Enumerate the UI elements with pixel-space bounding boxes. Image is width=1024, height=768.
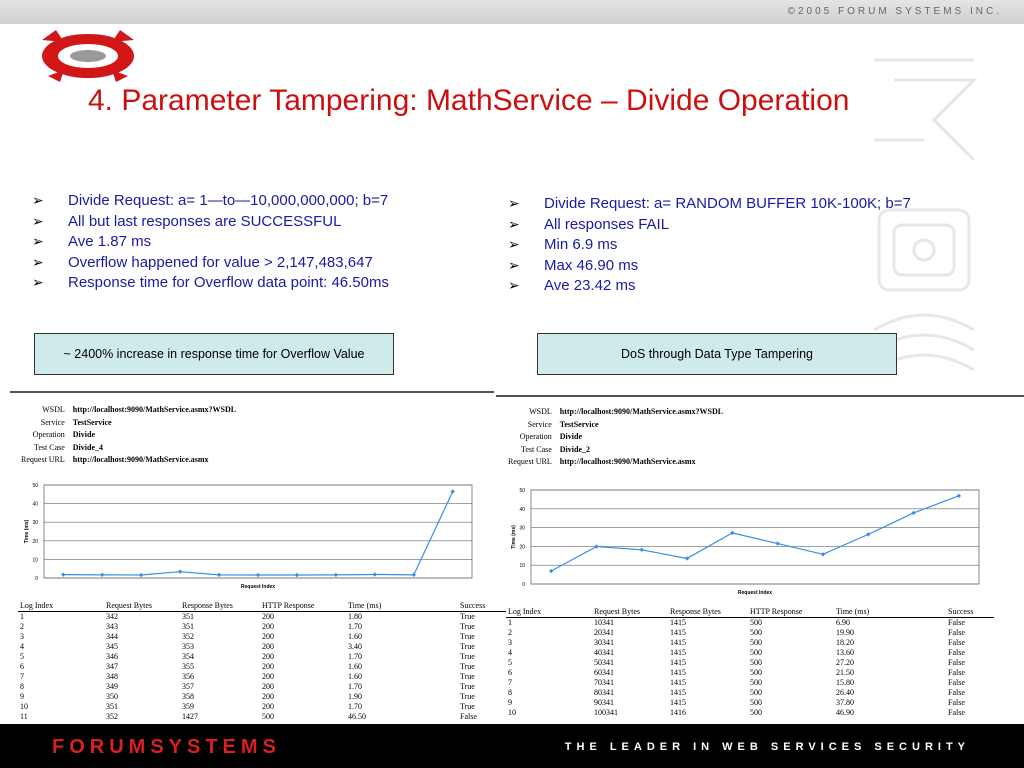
log-cell: 200 [262,652,274,661]
log-cell: 352 [106,712,118,721]
log-cell: 5 [20,652,24,661]
log-cell: 355 [182,662,194,671]
log-cell: 1.60 [348,632,362,641]
log-cell: 30341 [594,638,614,647]
log-cell: 11 [20,712,28,721]
table-row [18,642,506,652]
log-cell: 1.90 [348,692,362,701]
forum-systems-logo-icon [38,26,138,84]
info-value: Divide [72,430,96,439]
log-cell: 13.60 [836,648,854,657]
log-cell: 8 [508,688,512,697]
log-column-header: Log Index [18,601,104,612]
log-cell: 6.90 [836,618,850,627]
log-cell: False [948,658,965,667]
log-cell: 2 [20,622,24,631]
log-column-header: HTTP Response [260,601,346,612]
log-cell: True [460,682,475,691]
log-cell: 1415 [670,678,686,687]
log-header-row [18,601,506,612]
log-cell: 1.70 [348,682,362,691]
info-value: TestService [559,419,599,429]
log-cell: 70341 [594,678,614,687]
info-key: Request URL [508,457,552,466]
right-response-time-chart [503,485,993,597]
log-cell: 1415 [670,618,686,627]
arrowhead-bullet-icon: ➢ [508,236,520,252]
arrowhead-bullet-icon: ➢ [32,274,44,290]
log-cell: False [948,648,965,657]
table-row [18,682,506,692]
table-row [506,698,994,708]
log-cell: False [948,628,965,637]
right-callout-text: DoS through Data Type Tampering [620,347,814,361]
log-cell: False [948,618,965,627]
log-cell: True [460,692,475,701]
bullet-item [32,254,389,275]
y-tick-label: 10 [519,563,525,570]
log-cell: True [460,662,475,671]
table-row [506,648,994,658]
table-row [18,652,506,662]
log-cell: 354 [182,652,194,661]
info-key: Service [40,417,65,427]
log-cell: 15.80 [836,678,854,687]
bullet-text: All but last responses are SUCCESSFUL [68,212,342,230]
y-axis-label: Time (ms) [24,519,30,544]
left-callout-text: ~ 2400% increase in response time for Overflow Value [63,347,365,361]
left-response-time-chart [16,480,486,590]
log-cell: 1416 [670,708,686,717]
info-key: Request URL [21,455,65,464]
y-tick-label: 30 [519,525,525,532]
log-column-header: HTTP Response [748,607,834,618]
table-row [18,622,506,632]
bullet-item [508,216,911,237]
arrowhead-bullet-icon: ➢ [32,212,44,229]
bullet-item [32,192,389,213]
log-cell: 90341 [594,698,614,707]
log-cell: 500 [750,708,762,717]
bullet-item [32,213,389,234]
log-cell: 358 [182,692,194,701]
log-cell: 349 [106,682,118,691]
log-cell: 26.40 [836,688,854,697]
log-cell: 200 [262,682,274,691]
arrowhead-bullet-icon: ➢ [508,215,520,232]
arrowhead-bullet-icon: ➢ [32,253,44,270]
log-cell: 200 [262,702,274,711]
arrowhead-bullet-icon: ➢ [32,233,44,249]
log-cell: 351 [106,702,118,711]
right-bullet-list [508,195,911,298]
log-cell: 3 [20,632,24,641]
log-cell: False [948,708,965,717]
log-cell: 500 [262,712,274,721]
bullet-item [508,277,911,298]
plot-area [531,490,979,584]
info-row [18,455,239,466]
table-row [18,612,506,623]
log-cell: 343 [106,622,118,631]
table-row [506,668,994,678]
right-log-table [506,607,994,718]
y-tick-label: 10 [32,557,38,564]
log-cell: 9 [20,692,24,701]
bullet-text: Response time for Overflow data point: 46.50ms [68,274,389,291]
log-cell: 37.80 [836,698,854,707]
info-key: Test Case [34,442,65,452]
log-cell: False [948,698,965,707]
log-cell: 10341 [594,618,614,627]
log-cell: 351 [182,612,194,621]
log-header-row [506,607,994,618]
y-tick-label: 20 [32,538,38,545]
log-column-header: Time (ms) [834,607,946,618]
y-tick-label: 0 [35,576,38,582]
log-cell: 1 [508,618,512,627]
log-cell: 346 [106,652,118,661]
y-tick-label: 40 [32,501,38,508]
log-cell: 500 [750,628,762,637]
log-cell: 347 [106,662,118,671]
info-key: Service [527,419,552,429]
log-cell: 1 [20,612,24,621]
right-callout-box [537,333,897,375]
table-row [18,692,506,702]
arrowhead-bullet-icon: ➢ [32,192,44,208]
log-cell: 500 [750,618,762,627]
info-row [505,445,726,456]
bullet-item [32,233,389,254]
log-cell: False [948,668,965,677]
log-cell: 7 [20,672,24,681]
right-test-info [503,405,728,470]
table-row [18,632,506,642]
bullet-item [508,195,911,216]
log-cell: 1.70 [348,652,362,661]
table-row [506,628,994,638]
left-callout-box [34,333,394,375]
info-value: http://localhost:9090/MathService.asmx [72,455,209,464]
log-cell: 1415 [670,688,686,697]
table-row [506,708,994,718]
info-value: Divide_4 [72,442,104,452]
page-title: 4. Parameter Tampering: MathService – Divide Operation [88,84,850,117]
log-column-header: Request Bytes [104,601,180,612]
left-bullet-list [32,192,389,295]
log-cell: False [948,638,965,647]
log-cell: 200 [262,672,274,681]
log-cell: 200 [262,622,274,631]
info-value: Divide_2 [559,444,591,454]
log-cell: 40341 [594,648,614,657]
bullet-item [508,236,911,257]
log-cell: False [948,678,965,687]
log-cell: 7 [508,678,512,687]
x-axis-label: Request Index [737,590,773,596]
table-row [506,638,994,648]
plot-area [44,485,472,578]
log-cell: 350 [106,692,118,701]
copyright-text: ©2005 FORUM SYSTEMS INC. [787,6,1002,17]
info-row [505,457,726,468]
info-row [505,432,726,443]
bullet-text: Overflow happened for value > 2,147,483,647 [68,253,373,271]
bullet-text: Ave 1.87 ms [68,233,152,250]
info-row [18,405,239,416]
bullet-text: Divide Request: a= RANDOM BUFFER 10K-100K; b=7 [544,195,911,212]
info-key: WSDL [42,405,65,414]
bullet-text: All responses FAIL [544,215,670,233]
log-cell: 9 [508,698,512,707]
log-cell: 200 [262,612,274,621]
arrowhead-bullet-icon: ➢ [508,256,520,273]
bullet-text: Ave 23.42 ms [544,277,636,294]
log-cell: True [460,632,475,641]
table-row [18,712,506,722]
bullet-text: Divide Request: a= 1—to—10,000,000,000; b=7 [68,192,389,209]
arrowhead-bullet-icon: ➢ [508,195,520,211]
log-cell: 1.70 [348,702,362,711]
info-row [18,443,239,454]
left-test-info [16,403,241,468]
footer-brand-logo: FORUMSYSTEMS [52,736,281,758]
log-cell: 200 [262,642,274,651]
log-cell: 500 [750,678,762,687]
log-cell: 500 [750,668,762,677]
log-cell: 1427 [182,712,198,721]
info-value: http://localhost:9090/MathService.asmx?WSDL [72,405,237,414]
log-cell: False [460,712,477,721]
log-cell: True [460,672,475,681]
log-cell: 18.20 [836,638,854,647]
left-divider [10,391,494,393]
log-cell: 2 [508,628,512,637]
log-cell: 200 [262,692,274,701]
log-column-header: Response Bytes [180,601,260,612]
log-cell: 500 [750,638,762,647]
log-cell: 1415 [670,658,686,667]
x-axis-label: Request Index [240,584,276,590]
log-column-header: Success [946,607,994,618]
table-row [18,662,506,672]
info-key: Operation [519,432,552,441]
log-cell: 500 [750,658,762,667]
log-cell: 8 [20,682,24,691]
table-row [506,678,994,688]
info-row [18,430,239,441]
top-bar [0,0,1024,24]
log-cell: 6 [20,662,24,671]
log-cell: 10 [20,702,28,711]
log-cell: 200 [262,662,274,671]
log-cell: 356 [182,672,194,681]
log-cell: 1.60 [348,672,362,681]
y-tick-label: 30 [32,520,38,527]
log-cell: 27.20 [836,658,854,667]
info-row [18,418,239,429]
table-row [506,688,994,698]
info-row [505,420,726,431]
log-cell: True [460,652,475,661]
log-cell: 1415 [670,698,686,707]
log-cell: 100341 [594,708,618,717]
table-row [506,618,994,629]
log-cell: 200 [262,632,274,641]
y-tick-label: 20 [519,544,525,551]
y-tick-label: 40 [519,506,525,513]
log-cell: 1415 [670,628,686,637]
log-cell: 5 [508,658,512,667]
log-cell: 345 [106,642,118,651]
log-column-header: Time (ms) [346,601,458,612]
log-cell: 1.70 [348,622,362,631]
log-cell: 4 [508,648,512,657]
info-row [505,407,726,418]
log-cell: 21.50 [836,668,854,677]
y-tick-label: 0 [522,582,525,588]
log-column-header: Request Bytes [592,607,668,618]
bullet-item [508,257,911,278]
info-key: Operation [32,430,65,439]
log-cell: 500 [750,648,762,657]
log-cell: 4 [20,642,24,651]
log-cell: 80341 [594,688,614,697]
log-cell: 353 [182,642,194,651]
log-cell: 50341 [594,658,614,667]
table-row [18,672,506,682]
right-divider [496,395,1024,397]
log-cell: 10 [508,708,516,717]
log-cell: 19.90 [836,628,854,637]
log-cell: 351 [182,622,194,631]
log-cell: 46.90 [836,708,854,717]
log-cell: 3.40 [348,642,362,651]
log-cell: True [460,642,475,651]
footer-tagline: THE LEADER IN WEB SERVICES SECURITY [564,741,970,753]
info-value: Divide [559,432,583,441]
log-cell: 60341 [594,668,614,677]
log-cell: 342 [106,612,118,621]
log-column-header: Response Bytes [668,607,748,618]
log-cell: 500 [750,698,762,707]
log-column-header: Log Index [506,607,592,618]
log-cell: 46.50 [348,712,366,721]
log-cell: 1415 [670,648,686,657]
log-cell: 352 [182,632,194,641]
log-cell: 500 [750,688,762,697]
log-cell: 6 [508,668,512,677]
info-value: http://localhost:9090/MathService.asmx [559,457,696,466]
log-cell: 359 [182,702,194,711]
info-key: WSDL [529,407,552,416]
log-cell: 1415 [670,668,686,677]
table-row [18,702,506,712]
log-cell: False [948,688,965,697]
log-cell: 1.60 [348,662,362,671]
log-cell: 3 [508,638,512,647]
bullet-text: Max 46.90 ms [544,256,639,274]
bullet-text: Min 6.9 ms [544,236,618,253]
log-cell: 1.80 [348,612,362,621]
footer-bar [0,724,1024,768]
info-value: http://localhost:9090/MathService.asmx?WSDL [559,407,724,416]
log-cell: 348 [106,672,118,681]
y-tick-label: 50 [32,483,38,489]
log-cell: 344 [106,632,118,641]
table-row [506,658,994,668]
left-log-table [18,601,506,722]
log-cell: 1415 [670,638,686,647]
log-cell: True [460,612,475,621]
log-column-header: Success [458,601,506,612]
bullet-item [32,274,389,295]
log-cell: True [460,702,475,711]
arrowhead-bullet-icon: ➢ [508,277,520,293]
log-cell: True [460,622,475,631]
info-key: Test Case [521,444,552,454]
y-axis-label: Time (ms) [511,525,517,549]
y-tick-label: 50 [519,488,525,494]
log-cell: 20341 [594,628,614,637]
info-value: TestService [72,417,112,427]
log-cell: 357 [182,682,194,691]
